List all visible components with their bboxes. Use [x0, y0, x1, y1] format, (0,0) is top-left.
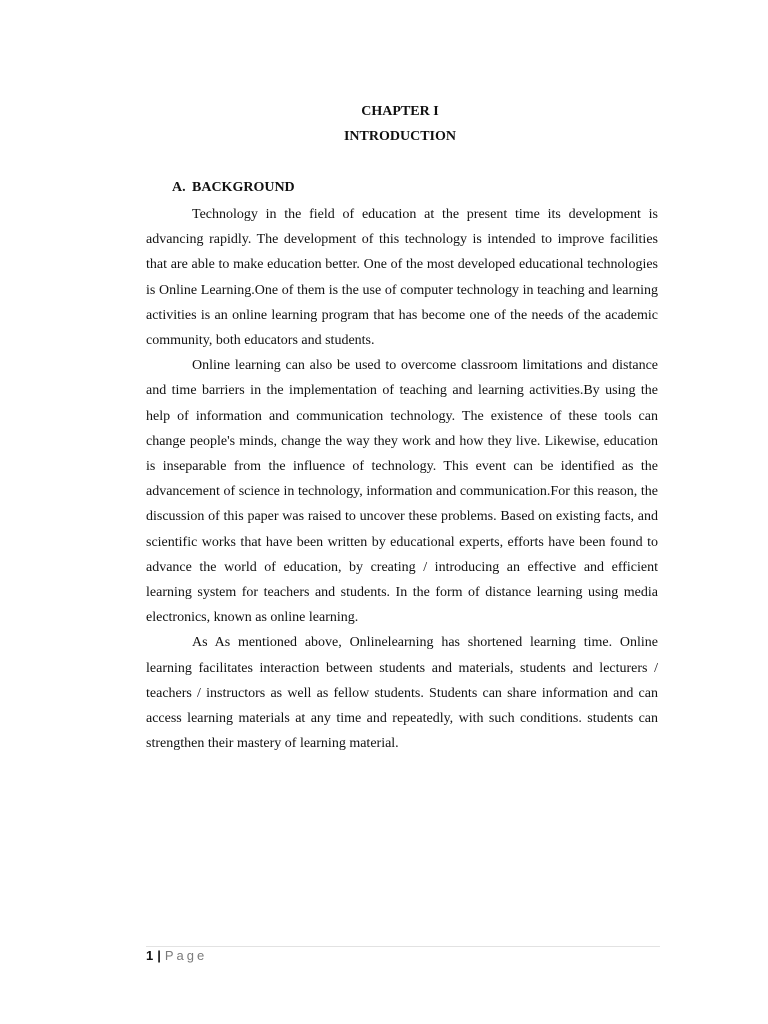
- section-title: BACKGROUND: [192, 180, 295, 195]
- paragraph: Technology in the field of education at the present time its development is advancing rapidly. The development of this technology is intended to improve facilities that are able to make education better. One of the most developed educational technologies is Online Learning.One of them is the use of computer technology in teaching and learning activities is an online learning program that has become one of the needs of the academic community, both educators and students.: [146, 207, 658, 349]
- chapter-title: INTRODUCTION: [343, 129, 456, 144]
- section-heading: [172, 180, 295, 196]
- footer-separator: |: [157, 948, 161, 963]
- footer-divider: [146, 946, 660, 947]
- page-footer: [146, 948, 207, 963]
- chapter-number: CHAPTER I: [361, 104, 439, 119]
- paragraph: As As mentioned above, Onlinelearning has shortened learning time. Online learning facilitates interaction between students and materials, students and lecturers / teachers / instructors as well as fellow students. Students can share information and can access learning materials at any time and repeatedly, with such conditions. students can strengthen their mastery of learning material.: [146, 635, 658, 752]
- body-text: [146, 202, 658, 756]
- section-letter: A.: [172, 180, 186, 195]
- paragraph: Online learning can also be used to overcome classroom limitations and distance and time barriers in the implementation of teaching and learning activities.By using the help of information and communication technology. The existence of these tools can change people's minds, change the way they work and how they live. Likewise, education is inseparable from the influence of technology. This event can be identified as the advancement of science in technology, information and communication.For this reason, the discussion of this paper was raised to uncover these problems. Based on existing facts, and scientific works that have been written by educational experts, efforts have been found to advance the world of education, by creating / introducing an effective and efficient learning system for teachers and students. In the form of distance learning using media electronics, known as online learning.: [146, 358, 658, 626]
- page-number: 1: [146, 948, 154, 963]
- page-label: Page: [164, 948, 208, 963]
